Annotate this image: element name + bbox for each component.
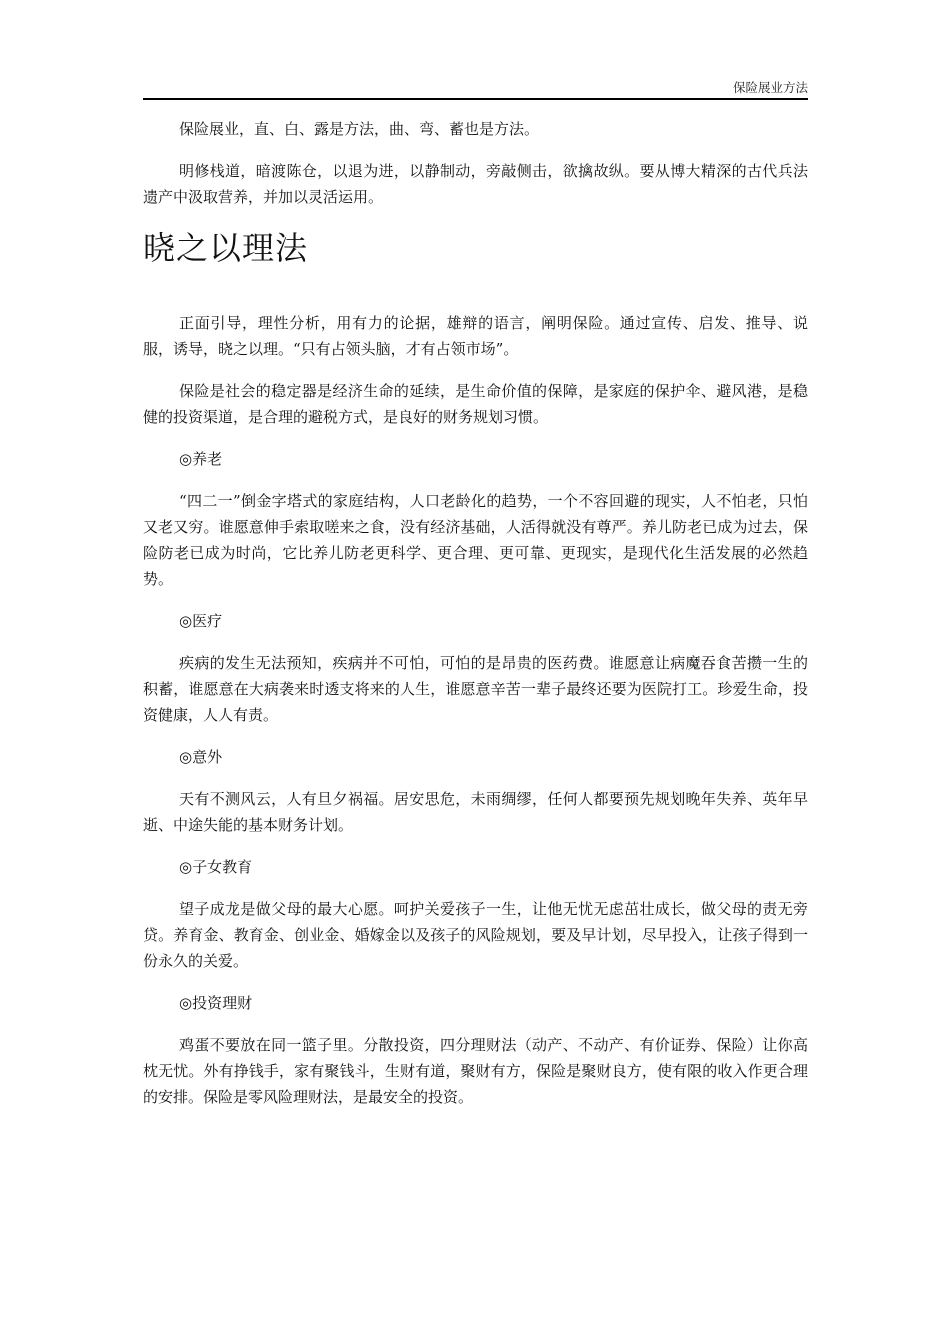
topic-text-medical: 疾病的发生无法预知，疾病并不可怕，可怕的是昂贵的医药费。谁愿意让病魔吞食苦攒一生的积蓄，谁愿意在大病袭来时透支将来的人生，谁愿意辛苦一辈子最终还要为医院打工。珍爱生命，投资健康，人人有责。 <box>143 654 808 724</box>
section-paragraph: 正面引导，理性分析，用有力的论据，雄辩的语言，阐明保险。通过宣传、启发、推导、说服，诱导，晓之以理。“只有占领头脑，才有占领市场”。 <box>143 314 808 358</box>
header-title: 保险展业方法 <box>732 80 808 95</box>
topic-title-medical: ◎医疗 <box>179 612 223 630</box>
topic-title-elderly-care: ◎养老 <box>179 450 223 468</box>
topic-title-child-education: ◎子女教育 <box>179 858 253 876</box>
document-body <box>143 116 808 1126</box>
topic-title-investment: ◎投资理财 <box>179 994 253 1012</box>
topic-text-elderly-care: “四二一”倒金字塔式的家庭结构，人口老龄化的趋势，一个不容回避的现实，人不怕老，只怕又老又穷。谁愿意伸手索取嗟来之食，没有经济基础，人活得就没有尊严。养儿防老已成为过去，保险防老已成为时尚，它比养儿防老更科学、更合理、更可靠、更现实，是现代化生活发展的必然趋势。 <box>143 492 808 588</box>
page-header <box>143 80 808 100</box>
intro-paragraph: 明修栈道，暗渡陈仓，以退为进，以静制动，旁敲侧击，欲擒故纵。要从博大精深的古代兵法遗产中汲取营养，并加以灵活运用。 <box>143 162 808 206</box>
topic-text-child-education: 望子成龙是做父母的最大心愿。呵护关爱孩子一生，让他无忧无虑茁壮成长，做父母的责无旁贷。养育金、教育金、创业金、婚嫁金以及孩子的风险规划，要及早计划，尽早投入，让孩子得到一份永久的关爱。 <box>143 900 808 970</box>
intro-paragraph: 保险展业，直、白、露是方法，曲、弯、蓄也是方法。 <box>179 120 540 138</box>
section-heading: 晓之以理法 <box>143 229 309 267</box>
topic-title-accident: ◎意外 <box>179 748 223 766</box>
section-paragraph: 保险是社会的稳定器是经济生命的延续，是生命价值的保障，是家庭的保护伞、避风港，是稳健的投资渠道，是合理的避税方式，是良好的财务规划习惯。 <box>143 382 808 426</box>
topic-text-investment: 鸡蛋不要放在同一篮子里。分散投资，四分理财法（动产、不动产、有价证券、保险）让你高枕无忧。外有挣钱手，家有聚钱斗，生财有道，聚财有方，保险是聚财良方，使有限的收入作更合理的安排。保险是零风险理财法，是最安全的投资。 <box>143 1036 808 1106</box>
topic-text-accident: 天有不测风云，人有旦夕祸福。居安思危，未雨绸缪，任何人都要预先规划晚年失养、英年早逝、中途失能的基本财务计划。 <box>143 790 808 834</box>
